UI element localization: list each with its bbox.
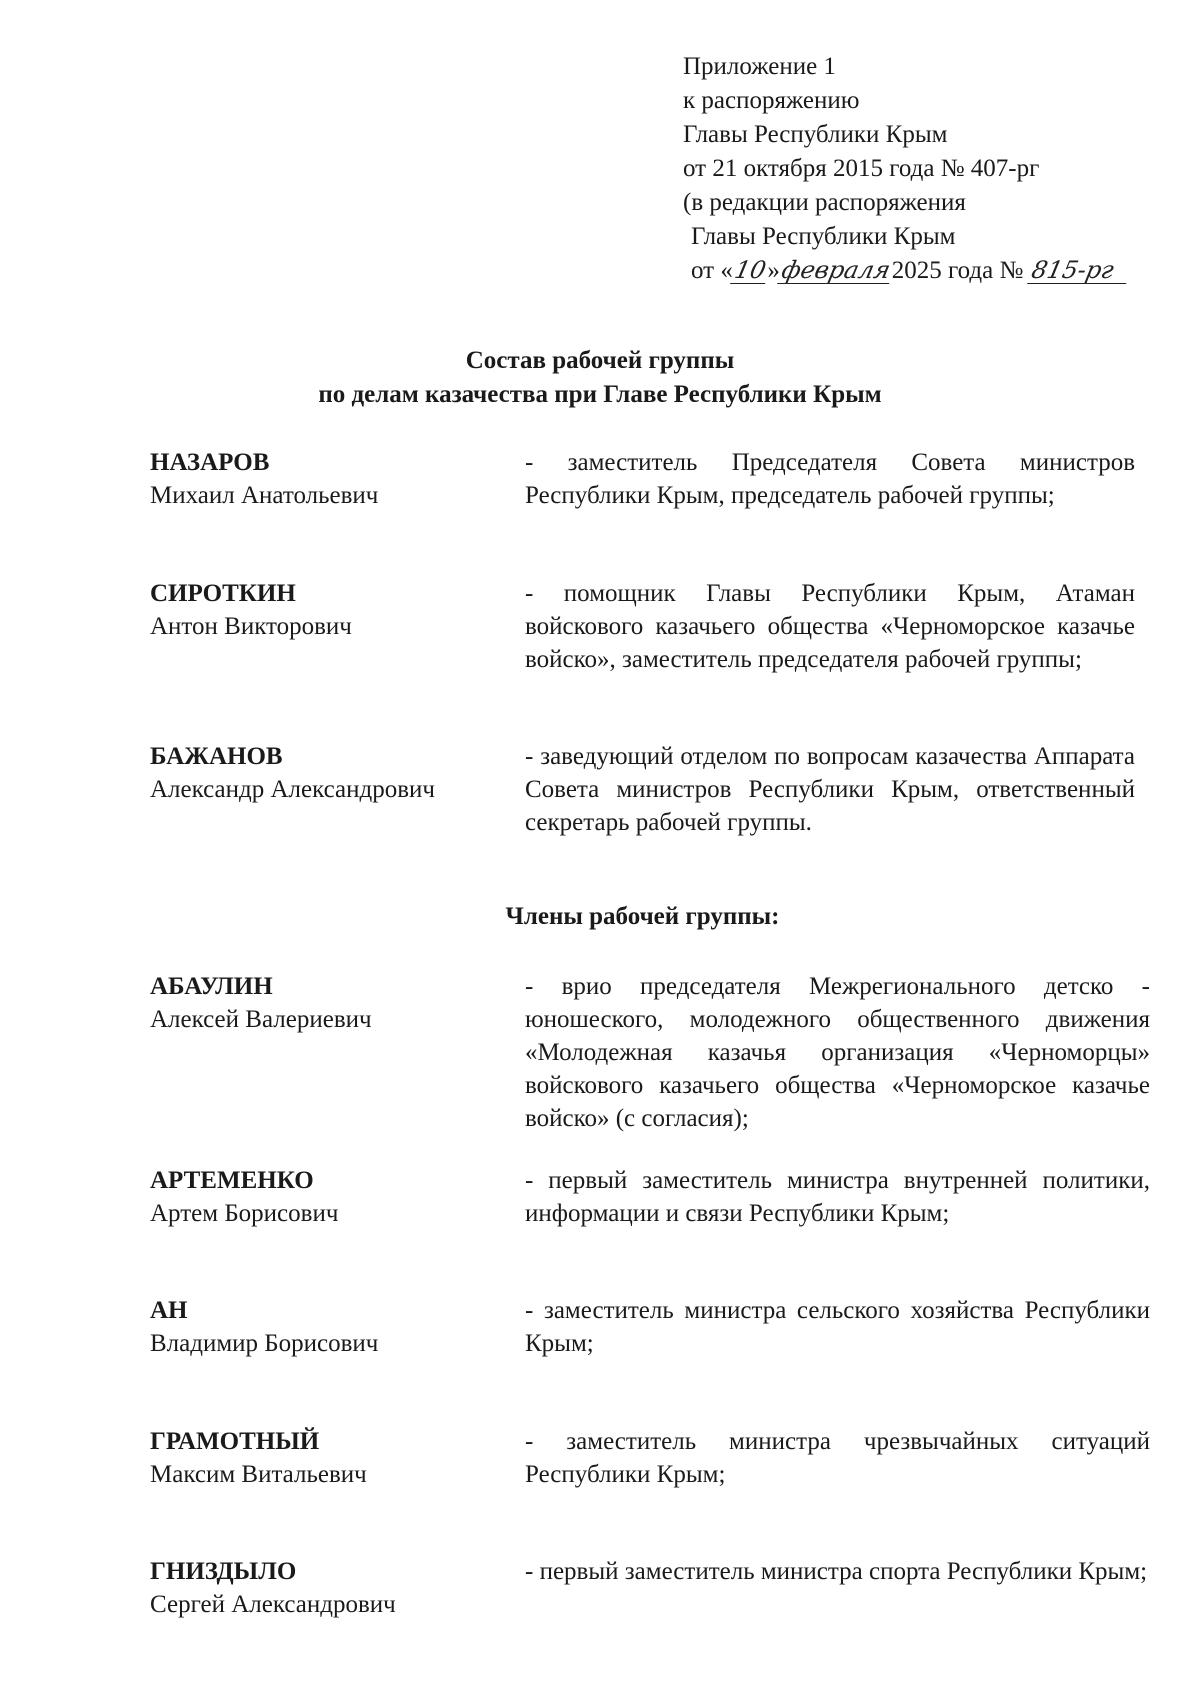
person-given-name: Владимир Борисович	[150, 1330, 379, 1357]
date-mid: »	[767, 257, 780, 284]
person-name	[150, 1164, 510, 1230]
person-name	[150, 1294, 510, 1360]
person-surname: БАЖАНОВ	[150, 743, 283, 770]
person-surname: СИРОТКИН	[150, 580, 296, 607]
person-role: - заместитель министра сельского хозяйства Республики Крым;	[525, 1297, 1150, 1357]
person-role: - заместитель Председателя Совета министров Республики Крым, председатель рабочей группы;	[525, 449, 1135, 509]
handwritten-day: 10	[731, 256, 769, 284]
appendix-line-5: (в редакции распоряжения	[683, 189, 966, 216]
person-given-name: Александр Александрович	[150, 776, 435, 803]
appendix-date-line	[683, 254, 1153, 288]
handwritten-number: 815-рг	[1027, 257, 1132, 284]
person-given-name: Алексей Валериевич	[150, 1006, 372, 1033]
person-role: - врио председателя Межрегионального детско - юношеского, молодежного общественного движения «Молодежная казачья организация «Черноморцы» войскового казачьего общества «Черноморское казачье войско» (с согласия);	[525, 973, 1150, 1132]
appendix-line-6: Главы Республики Крым	[691, 223, 956, 250]
members-section-title: Члены рабочей группы:	[505, 903, 780, 930]
handwritten-month: февраля	[779, 256, 893, 284]
date-prefix: от «	[691, 257, 733, 284]
person-surname: АН	[150, 1297, 188, 1324]
title-line-1: Состав рабочей группы	[465, 347, 735, 374]
appendix-line-4: от 21 октября 2015 года № 407-рг	[683, 155, 1040, 182]
person-surname: АРТЕМЕНКО	[150, 1167, 314, 1194]
person-surname: ГРАМОТНЫЙ	[150, 1428, 320, 1455]
person-given-name: Михаил Анатольевич	[150, 482, 379, 509]
person-given-name: Сергей Александрович	[150, 1591, 396, 1618]
person-name	[150, 1425, 510, 1491]
person-name	[150, 446, 510, 512]
person-surname: ГНИЗДЫЛО	[150, 1558, 297, 1585]
person-role: - заместитель министра чрезвычайных ситуаций Республики Крым;	[525, 1428, 1150, 1488]
person-role: - первый заместитель министра внутренней политики, информации и связи Республики Крым;	[525, 1167, 1150, 1227]
person-role: - заведующий отделом по вопросам казачества Аппарата Совета министров Республики Крым, ответственный секретарь рабочей группы.	[525, 743, 1135, 836]
person-surname: НАЗАРОВ	[150, 449, 270, 476]
person-role: - помощник Главы Республики Крым, Атаман войскового казачьего общества «Черноморское казачье войско», заместитель председателя рабочей группы;	[525, 580, 1135, 673]
date-year: 2025 года №	[891, 257, 1024, 284]
person-name	[150, 1555, 510, 1621]
person-name	[150, 970, 510, 1036]
appendix-line-1: Приложение 1	[683, 53, 836, 80]
person-surname: АБАУЛИН	[150, 973, 273, 1000]
person-given-name: Максим Витальевич	[150, 1461, 367, 1488]
document-title	[0, 344, 1200, 412]
appendix-header	[683, 50, 1153, 288]
person-given-name: Артем Борисович	[150, 1200, 339, 1227]
person-given-name: Антон Викторович	[150, 613, 352, 640]
person-name	[150, 740, 510, 806]
title-line-2: по делам казачества при Главе Республики Крым	[318, 381, 882, 408]
appendix-line-3: Главы Республики Крым	[683, 121, 948, 148]
person-role: - первый заместитель министра спорта Республики Крым;	[525, 1558, 1148, 1585]
appendix-line-2: к распоряжению	[683, 87, 860, 114]
person-name	[150, 577, 510, 643]
